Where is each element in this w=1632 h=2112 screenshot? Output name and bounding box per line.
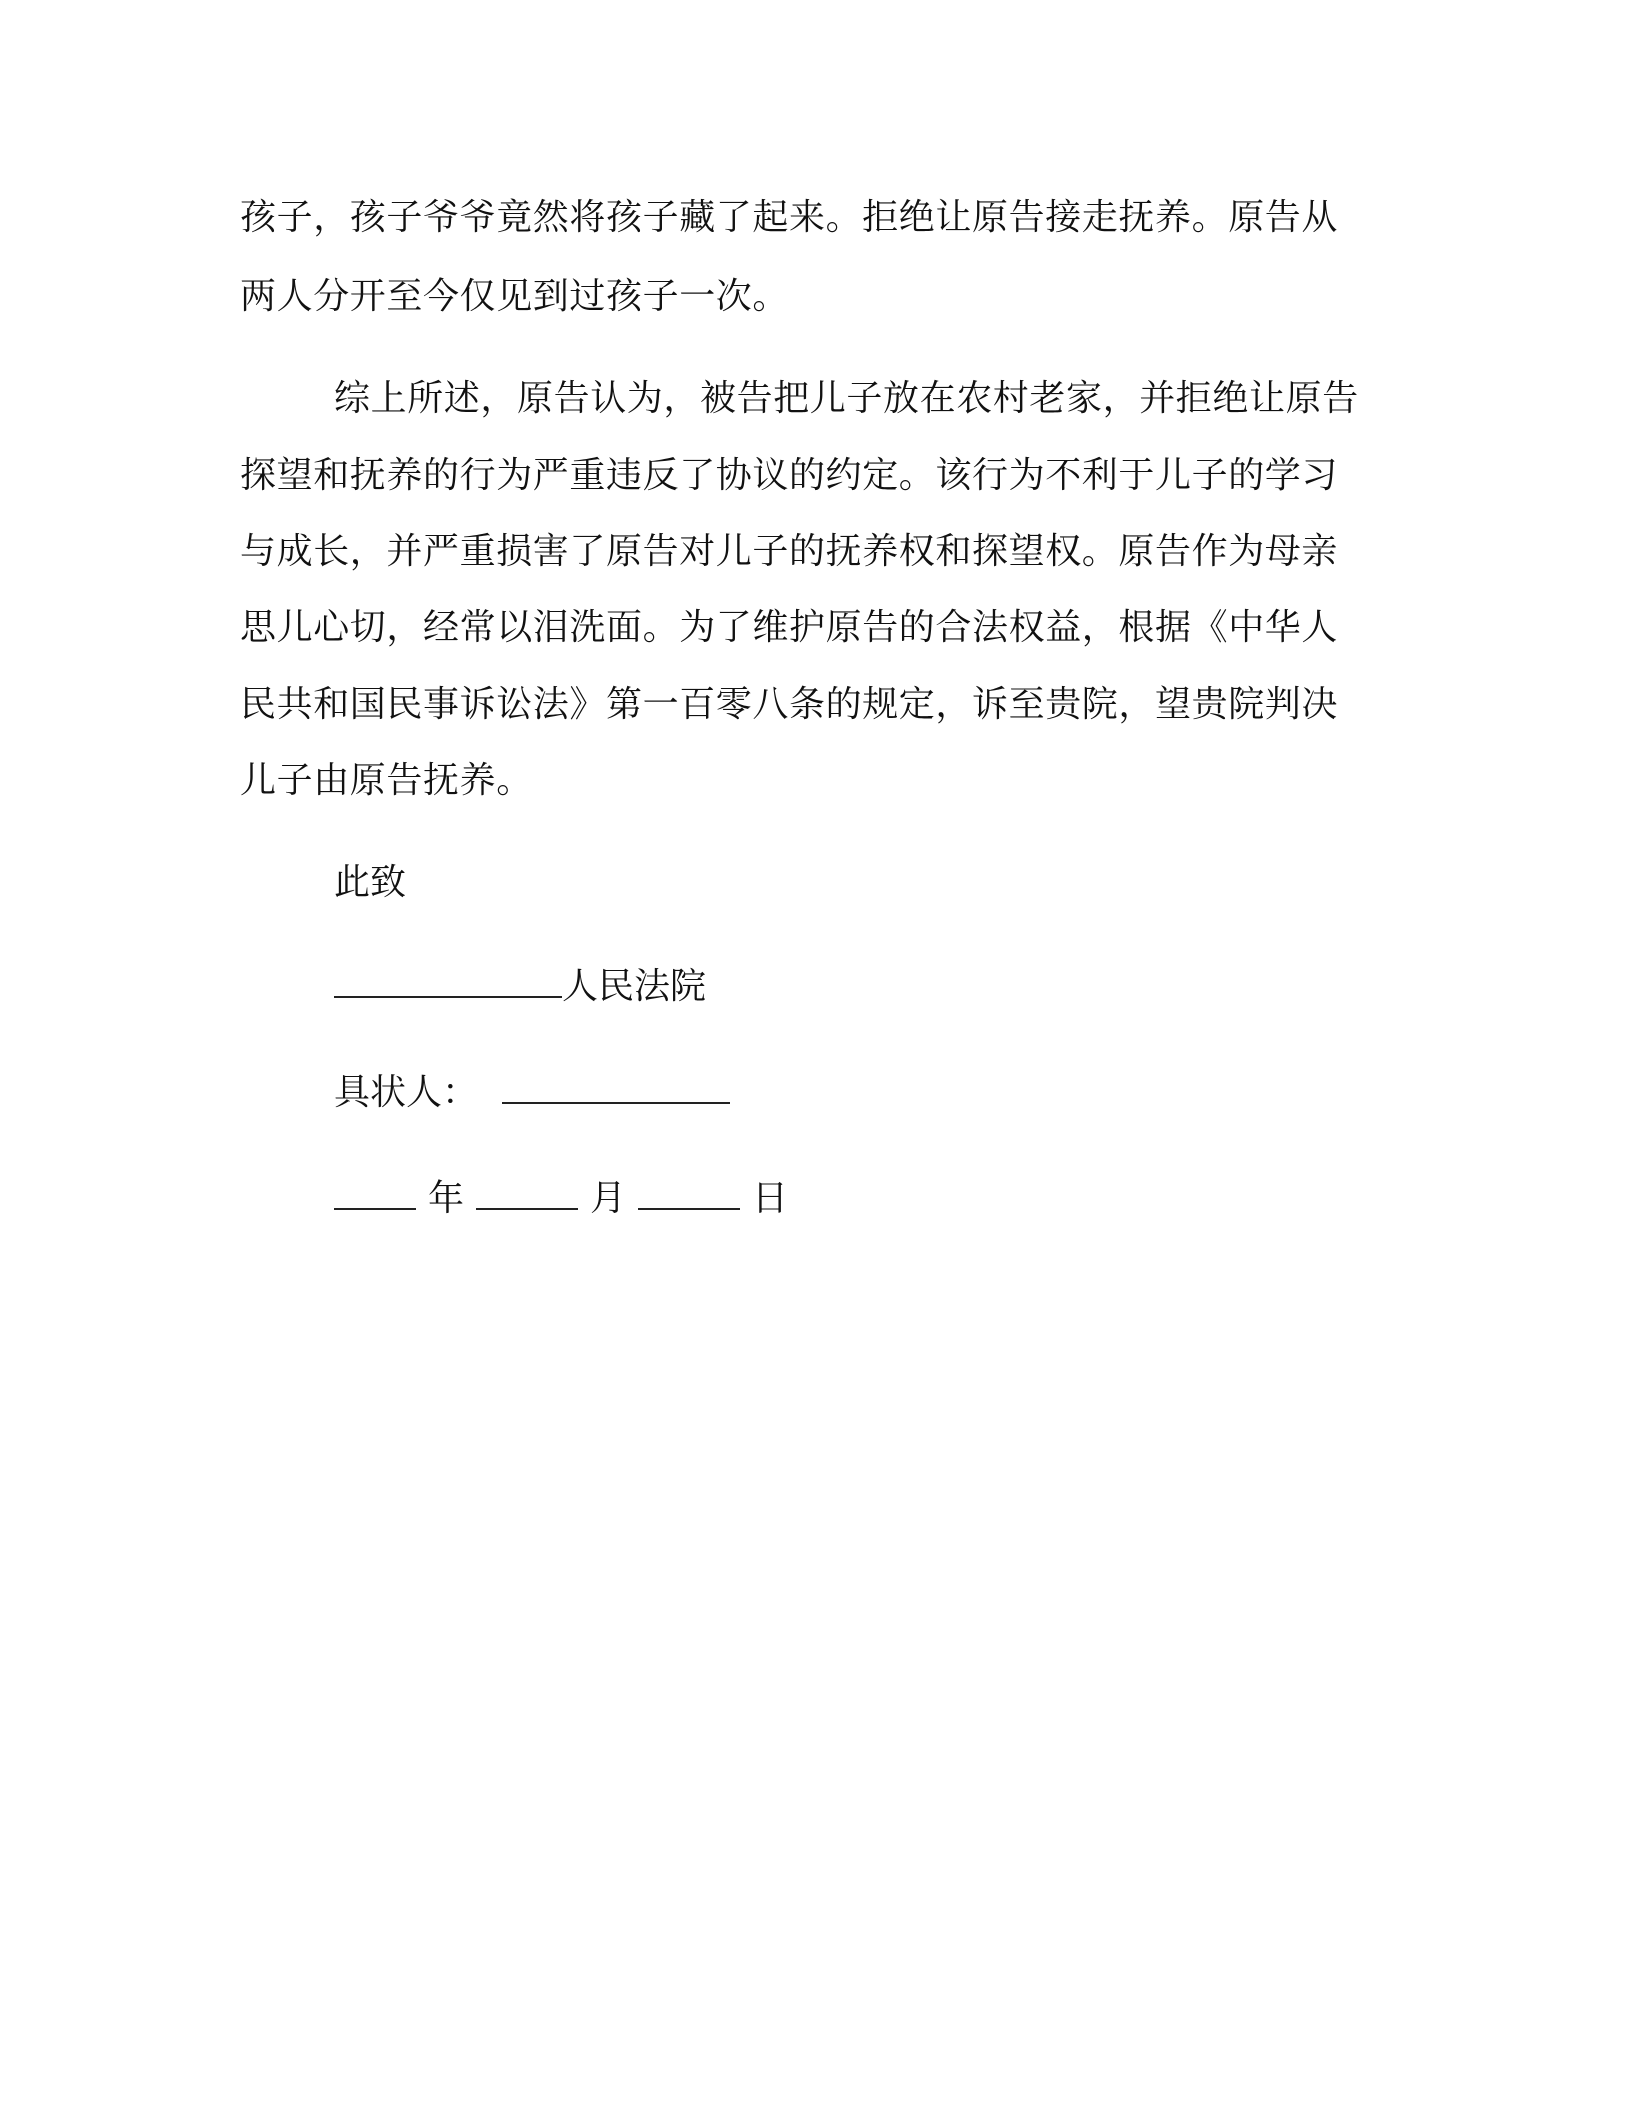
paragraph-1-line-2: 两人分开至今仅见到过孩子一次。 — [240, 276, 790, 317]
salutation: 此致 — [334, 862, 407, 903]
paragraph-2-line-2: 探望和抚养的行为严重违反了协议的约定。该行为不利于儿子的学习 — [240, 455, 1339, 496]
year-blank[interactable] — [334, 1174, 416, 1210]
month-label: 月 — [590, 1178, 627, 1219]
signer-name-blank[interactable] — [502, 1068, 730, 1104]
month-blank[interactable] — [476, 1174, 578, 1210]
signer-line — [334, 1068, 730, 1118]
year-label: 年 — [428, 1178, 465, 1219]
date-line — [334, 1174, 788, 1224]
court-line — [334, 962, 706, 1012]
paragraph-1-line-1: 孩子，孩子爷爷竟然将孩子藏了起来。拒绝让原告接走抚养。原告从 — [240, 197, 1339, 238]
court-name-blank[interactable] — [334, 962, 562, 998]
day-blank[interactable] — [638, 1174, 740, 1210]
court-suffix: 人民法院 — [562, 966, 707, 1007]
paragraph-2-line-6: 儿子由原告抚养。 — [240, 760, 533, 801]
paragraph-2-line-4: 思儿心切，经常以泪洗面。为了维护原告的合法权益，根据《中华人 — [240, 607, 1339, 648]
paragraph-2-line-1: 综上所述，原告认为，被告把儿子放在农村老家，并拒绝让原告 — [334, 378, 1359, 419]
signer-label: 具状人： — [334, 1072, 479, 1113]
paragraph-2-line-3: 与成长，并严重损害了原告对儿子的抚养权和探望权。原告作为母亲 — [240, 531, 1339, 572]
paragraph-2-line-5: 民共和国民事诉讼法》第一百零八条的规定，诉至贵院，望贵院判决 — [240, 684, 1339, 725]
day-label: 日 — [752, 1178, 789, 1219]
